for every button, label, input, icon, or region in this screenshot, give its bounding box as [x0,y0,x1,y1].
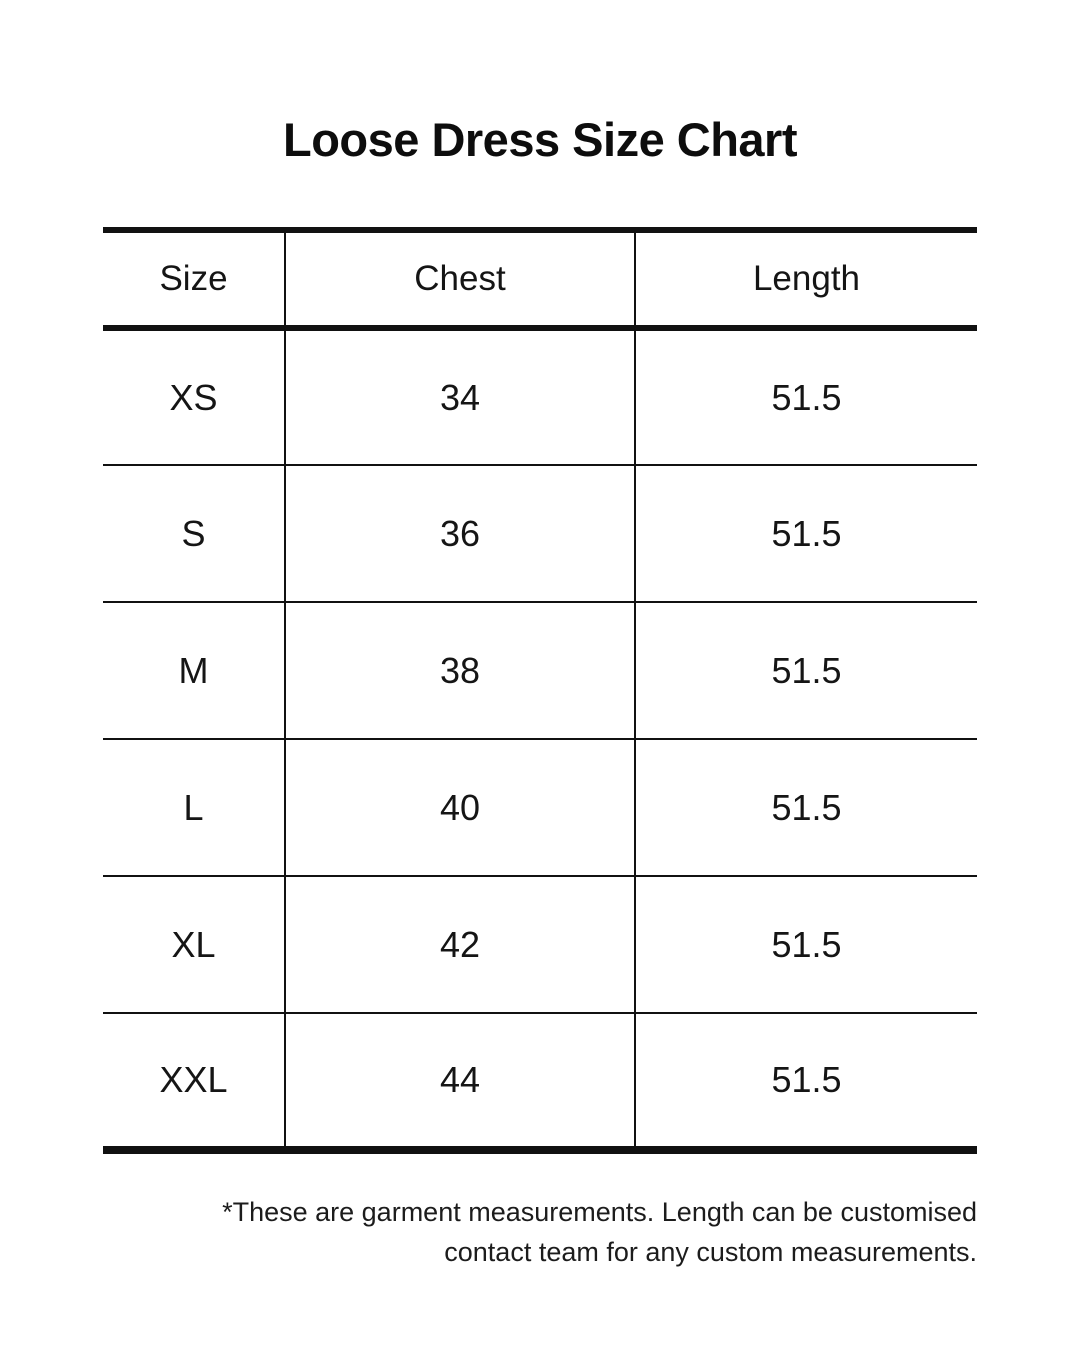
cell-size: XS [169,376,218,418]
column-header-size: Size [159,259,228,298]
table-row [103,1013,977,1150]
measurement-footnote [103,1192,977,1272]
cell-size: L [183,786,204,828]
column-header-length: Length [635,230,977,328]
cell-size: XL [171,923,216,965]
table-row [103,876,977,1013]
table-row [103,328,977,465]
footnote-line-2: contact team for any custom measurements. [444,1237,977,1267]
cell-length: 51.5 [635,876,977,1013]
table-row [103,739,977,876]
size-chart-table [103,227,977,1154]
size-chart-page [0,112,1080,1350]
cell-length: 51.5 [635,465,977,602]
cell-length: 51.5 [635,739,977,876]
cell-chest: 40 [285,739,635,876]
footnote-line-1: *These are garment measurements. Length can be customised [222,1197,977,1227]
cell-length: 51.5 [635,328,977,465]
cell-chest: 44 [285,1013,635,1150]
cell-chest: 38 [285,602,635,739]
cell-size: S [181,512,206,554]
cell-chest: 34 [285,328,635,465]
cell-length: 51.5 [635,602,977,739]
cell-size: M [178,649,209,691]
page-title: Loose Dress Size Chart [282,113,797,166]
cell-length: 51.5 [635,1013,977,1150]
table-row [103,465,977,602]
cell-chest: 36 [285,465,635,602]
table-row [103,602,977,739]
column-header-chest: Chest [285,230,635,328]
header-row [103,230,977,328]
cell-chest: 42 [285,876,635,1013]
cell-size: XXL [159,1059,228,1100]
